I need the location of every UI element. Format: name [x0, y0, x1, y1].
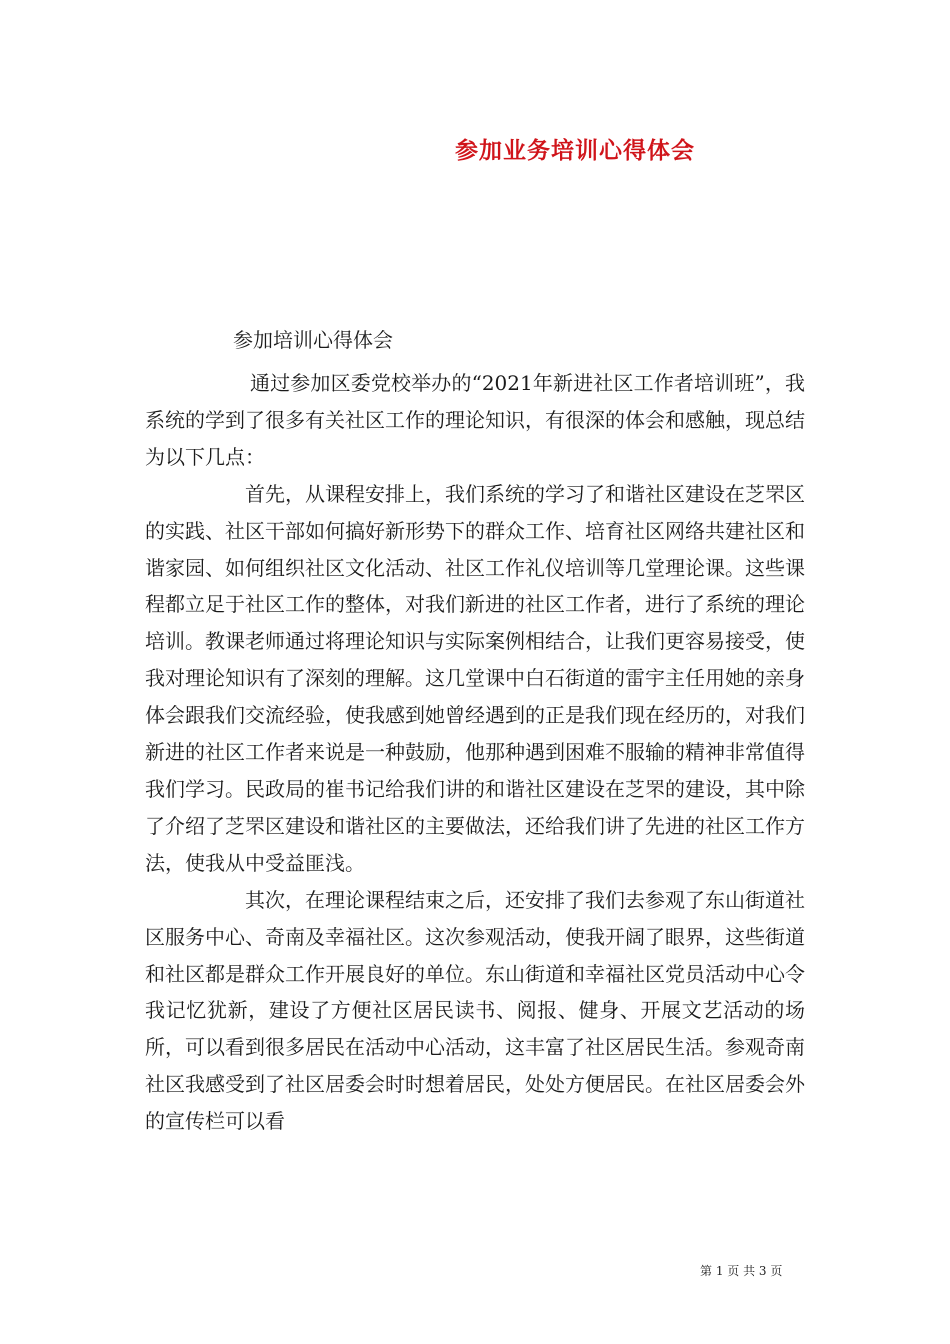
document-body — [145, 365, 805, 1140]
page-number-footer: 第 1 页 共 3 页 — [700, 1264, 783, 1278]
document-title: 参加业务培训心得体会 — [455, 137, 695, 164]
paragraph-1: 通过参加区委党校举办的“2021年新进社区工作者培训班”，我系统的学到了很多有关社区工作的理论知识，有很深的体会和感触，现总结为以下几点： — [145, 371, 805, 469]
paragraph-3: 其次，在理论课程结束之后，还安排了我们去参观了东山街道社区服务中心、奇南及幸福社区。这次参观活动，使我开阔了眼界，这些街道和社区都是群众工作开展良好的单位。东山街道和幸福社区党员活动中心令我记忆犹新，建设了方便社区居民读书、阅报、健身、开展文艺活动的场所，可以看到很多居民在活动中心活动，这丰富了社区居民生活。参观奇南社区我感受到了社区居委会时时想着居民，处处方便居民。在社区居委会外的宣传栏可以看 — [145, 887, 805, 1134]
document-subtitle: 参加培训心得体会 — [233, 328, 393, 352]
paragraph-2: 首先，从课程安排上，我们系统的学习了和谐社区建设在芝罘区的实践、社区干部如何搞好新形势下的群众工作、培育社区网络共建社区和谐家园、如何组织社区文化活动、社区工作礼仪培训等几堂理论课。这些课程都立足于社区工作的整体，对我们新进的社区工作者，进行了系统的理论培训。教课老师通过将理论知识与实际案例相结合，让我们更容易接受，使我对理论知识有了深刻的理解。这几堂课中白石街道的雷宇主任用她的亲身体会跟我们交流经验，使我感到她曾经遇到的正是我们现在经历的，对我们新进的社区工作者来说是一种鼓励，他那种遇到困难不服输的精神非常值得我们学习。民政局的崔书记给我们讲的和谐社区建设在芝罘的建设，其中除了介绍了芝罘区建设和谐社区的主要做法，还给我们讲了先进的社区工作方法，使我从中受益匪浅。 — [145, 481, 805, 875]
